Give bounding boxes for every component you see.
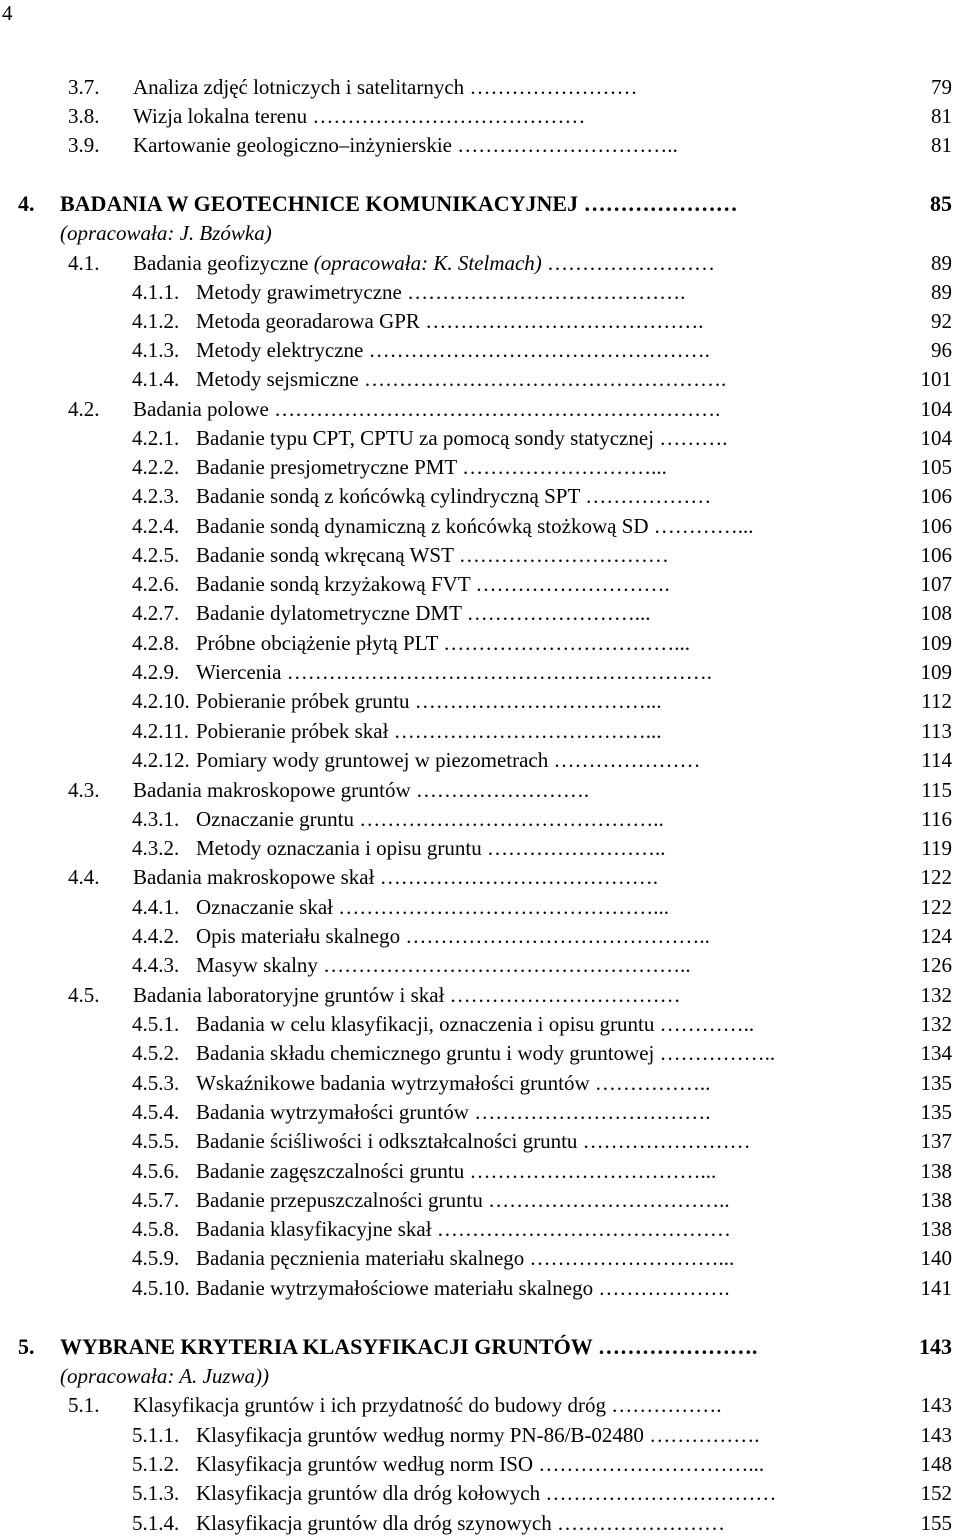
toc-page-number: 141 (920, 1276, 952, 1300)
toc-entry (0, 598, 960, 628)
toc-leader-dots: …………………………………….. (354, 807, 664, 831)
toc-entry (0, 950, 960, 980)
toc-title (196, 804, 664, 834)
toc-leader-dots: …………... (648, 514, 754, 538)
toc-page-number: 126 (920, 953, 952, 977)
toc-title-text: Metody grawimetryczne (196, 280, 402, 304)
toc-leader-dots: …………….. (589, 1071, 711, 1095)
toc-entry (0, 745, 960, 775)
toc-number: 4.2.6. (132, 572, 180, 596)
toc-title-text: Badania w celu klasyfikacji, oznaczenia i opisu gruntu (196, 1012, 655, 1036)
toc-number: 4.5.6. (132, 1159, 180, 1183)
toc-page-number: 79 (931, 75, 952, 99)
toc-title (196, 1185, 730, 1215)
toc-entry (0, 101, 960, 131)
toc-number: 3.7. (68, 75, 100, 99)
toc-page-number: 106 (920, 514, 952, 538)
toc-entry (0, 423, 960, 453)
toc-entry (0, 364, 960, 394)
toc-title-text: Wizja lokalna terenu (133, 104, 308, 128)
toc-title (196, 1243, 734, 1273)
toc-leader-dots: …………………………………………. (363, 338, 710, 362)
toc-title (196, 598, 651, 628)
toc-leader-dots: …………………… (541, 251, 716, 275)
toc-title (196, 1449, 764, 1479)
toc-title-text: Wskaźnikowe badania wytrzymałości gruntów (196, 1071, 590, 1095)
toc-title-text: Kartowanie geologiczno–inżynierskie (133, 133, 452, 157)
toc-page-number: 101 (920, 367, 952, 391)
toc-number: 4.2.10. (132, 689, 190, 713)
toc-title (196, 833, 666, 863)
toc-title-text: Badanie przepuszczalności gruntu (196, 1188, 483, 1212)
toc-page-number: 138 (920, 1188, 952, 1212)
toc-leader-dots: …………………….. (481, 836, 666, 860)
toc-title-text: Badanie sondą z końcówką cylindryczną SPT (196, 484, 580, 508)
toc-number: 4.2.5. (132, 543, 180, 567)
toc-title (196, 540, 669, 570)
toc-number: 4.1.4. (132, 367, 180, 391)
toc-number: 3.8. (68, 104, 100, 128)
toc-title-text: Próbne obciążenie płytą PLT (196, 631, 439, 655)
toc-page-number: 135 (920, 1071, 952, 1095)
toc-page-number: 143 (919, 1334, 952, 1359)
toc-leader-dots: ………………………………………………………. (268, 397, 721, 421)
toc-number: 4.2.12. (132, 748, 190, 772)
toc-number: 4.3. (68, 778, 100, 802)
toc-title-text: Metody oznaczania i opisu gruntu (196, 836, 482, 860)
author-text: (opracowała: J. Bzówka) (60, 221, 272, 245)
toc-number: 4.1.3. (132, 338, 180, 362)
toc-entry (0, 657, 960, 687)
toc-page-number: 134 (920, 1041, 952, 1065)
toc-title (133, 130, 678, 160)
toc-number: 4.5.9. (132, 1246, 180, 1270)
toc-title (133, 248, 715, 278)
toc-entry (0, 1449, 960, 1479)
toc-title-text: Badania wytrzymałości gruntów (196, 1100, 469, 1124)
toc-title (196, 306, 703, 336)
toc-title (196, 1097, 710, 1127)
toc-leader-dots: ……………………... (461, 601, 651, 625)
toc-entry (0, 804, 960, 834)
toc-leader-dots: …………………………………… (431, 1217, 731, 1241)
toc-title-text: Oznaczanie gruntu (196, 807, 355, 831)
toc-title (196, 745, 701, 775)
toc-leader-dots: ……………. (605, 1393, 722, 1417)
toc-leader-dots: …………………………... (533, 1452, 765, 1476)
toc-number: 5.1.2. (132, 1452, 180, 1476)
toc-title-text: Badanie sondą wkręcaną WST (196, 543, 454, 567)
toc-leader-dots: ……………………………... (464, 1159, 717, 1183)
author-text: (opracowała: A. Juzwa)) (60, 1364, 270, 1388)
toc-entry (0, 775, 960, 805)
toc-entry (0, 1420, 960, 1450)
toc-number: 4.2.8. (132, 631, 180, 655)
toc-title-text: Badanie typu CPT, CPTU za pomocą sondy statycznej (196, 426, 655, 450)
toc-title-text: Analiza zdjęć lotniczych i satelitarnych (133, 75, 465, 99)
toc-leader-dots: ……………… (579, 484, 712, 508)
toc-title-text: Metody elektryczne (196, 338, 364, 362)
toc-entry (0, 833, 960, 863)
toc-title (60, 189, 738, 219)
toc-title (196, 423, 728, 453)
toc-title (196, 569, 670, 599)
toc-entry (0, 921, 960, 951)
toc-title (196, 950, 691, 980)
toc-title-text: Oznaczanie skał (196, 895, 334, 919)
toc-title (196, 686, 661, 716)
toc-page-number: 132 (920, 983, 952, 1007)
toc-title (133, 775, 589, 805)
toc-chapter-entry (0, 1332, 960, 1362)
toc-title (133, 101, 585, 131)
toc-title-text: Masyw skalny (196, 953, 318, 977)
toc-entry (0, 1068, 960, 1098)
toc-number: 4.2.7. (132, 601, 180, 625)
toc-page-number: 108 (920, 601, 952, 625)
toc-title (133, 980, 681, 1010)
toc-page-number: 109 (920, 660, 952, 684)
toc-number: 5. (18, 1334, 35, 1359)
toc-entry (0, 130, 960, 160)
toc-title-text: Klasyfikacja gruntów dla dróg kołowych (196, 1481, 541, 1505)
toc-page-number: 109 (920, 631, 952, 655)
toc-page-number: 113 (921, 719, 952, 743)
toc-page-number: 124 (920, 924, 952, 948)
toc-page-number: 119 (921, 836, 952, 860)
toc-page-number: 135 (920, 1100, 952, 1124)
toc-number: 4.3.1. (132, 807, 180, 831)
toc-title (196, 1508, 725, 1538)
toc-title-text: Klasyfikacja gruntów według norm ISO (196, 1452, 534, 1476)
toc-entry (0, 1273, 960, 1303)
toc-leader-dots: …………………………………. (419, 309, 704, 333)
toc-entry (0, 1243, 960, 1273)
toc-leader-dots: ……………………………………………………. (281, 660, 712, 684)
toc-entry (0, 1126, 960, 1156)
toc-title-text: Opis materiału skalnego (196, 924, 401, 948)
toc-title-text: Badanie ściśliwości i odkształcalności gruntu (196, 1129, 578, 1153)
toc-title-text: Badania makroskopowe gruntów (133, 778, 411, 802)
toc-leader-dots: ……………………………... (409, 689, 662, 713)
toc-number: 4.1. (68, 251, 100, 275)
toc-page-number: 89 (931, 280, 952, 304)
toc-number: 4.5.4. (132, 1100, 180, 1124)
toc-leader-dots: …………………………… (444, 983, 681, 1007)
toc-entry (0, 1214, 960, 1244)
toc-number: 4. (18, 191, 35, 216)
toc-page-number: 140 (920, 1246, 952, 1270)
toc-entry (0, 277, 960, 307)
toc-entry (0, 569, 960, 599)
toc-title (196, 628, 690, 658)
toc-number: 4.4.1. (132, 895, 180, 919)
toc-number: 5.1. (68, 1393, 100, 1417)
toc-number: 4.4.3. (132, 953, 180, 977)
toc-number: 3.9. (68, 133, 100, 157)
toc-page-number: 122 (920, 895, 952, 919)
toc-page-number: 106 (920, 484, 952, 508)
toc-entry (0, 248, 960, 278)
toc-entry (0, 716, 960, 746)
toc-title-text: Badanie wytrzymałościowe materiału skalnego (196, 1276, 594, 1300)
toc-entry (0, 481, 960, 511)
toc-title-text: Pomiary wody gruntowej w piezometrach (196, 748, 549, 772)
toc-leader-dots: ………………… (578, 191, 738, 216)
toc-page-number: 92 (931, 309, 952, 333)
toc-entry (0, 72, 960, 102)
toc-page-number: 114 (921, 748, 952, 772)
toc-title (196, 1038, 775, 1068)
toc-leader-dots: …………………………….. (482, 1188, 730, 1212)
toc-page-number: 155 (920, 1511, 952, 1535)
toc-leader-dots: ………………………... (524, 1246, 735, 1270)
toc-number: 4.1.1. (132, 280, 180, 304)
toc-page-number: 143 (920, 1393, 952, 1417)
toc-title-text: Badania składu chemicznego gruntu i wody gruntowej (196, 1041, 655, 1065)
toc-title (196, 921, 710, 951)
page-number: 4 (2, 1, 13, 25)
toc-title (133, 1390, 721, 1420)
toc-leader-dots: ……………………………. (468, 1100, 711, 1124)
toc-title-text: Badanie presjometryczne PMT (196, 455, 457, 479)
toc-title (133, 72, 637, 102)
toc-title (196, 657, 712, 687)
toc-number: 4.3.2. (132, 836, 180, 860)
toc-page-number: 81 (931, 104, 952, 128)
toc-title-text: Klasyfikacja gruntów i ich przydatność do budowy dróg (133, 1393, 606, 1417)
toc-title (196, 511, 754, 541)
toc-title-text: Badania pęcznienia materiału skalnego (196, 1246, 525, 1270)
toc-title-text: Badanie sondą krzyżakową FVT (196, 572, 471, 596)
toc-number: 4.2.3. (132, 484, 180, 508)
toc-number: 4.5. (68, 983, 100, 1007)
toc-page-number: 137 (920, 1129, 952, 1153)
toc-title-text: Badania klasyfikacyjne skał (196, 1217, 432, 1241)
toc-title-text: Klasyfikacja gruntów dla dróg szynowych (196, 1511, 552, 1535)
toc-page-number: 138 (920, 1217, 952, 1241)
toc-entry (0, 892, 960, 922)
toc-page-number: 148 (920, 1452, 952, 1476)
toc-page-number: 143 (920, 1423, 952, 1447)
toc-title-text: BADANIA W GEOTECHNICE KOMUNIKACYJNEJ (60, 191, 579, 216)
toc-entry (0, 394, 960, 424)
toc-leader-dots: …………………………………….. (400, 924, 710, 948)
toc-leader-dots: ………………………… (453, 543, 669, 567)
toc-title-text: WYBRANE KRYTERIA KLASYFIKACJI GRUNTÓW (60, 1334, 593, 1359)
toc-entry (0, 980, 960, 1010)
toc-title-text: Badanie zagęszczalności gruntu (196, 1159, 465, 1183)
toc-number: 4.4.2. (132, 924, 180, 948)
toc-title (196, 892, 669, 922)
toc-title (133, 862, 658, 892)
toc-leader-dots: …………………… (464, 75, 638, 99)
toc-title (196, 1478, 776, 1508)
toc-page-number: 106 (920, 543, 952, 567)
toc-leader-dots: ……………………………………………. (358, 367, 727, 391)
toc-leader-dots: …………………… (551, 1511, 725, 1535)
toc-number: 4.2.1. (132, 426, 180, 450)
toc-title (196, 1420, 759, 1450)
toc-entry (0, 1185, 960, 1215)
toc-page-number: 152 (920, 1481, 952, 1505)
toc-title (196, 364, 726, 394)
toc-entry (0, 335, 960, 365)
toc-entry (0, 540, 960, 570)
toc-title-text: Pobieranie próbek gruntu (196, 689, 410, 713)
toc-leader-dots: ………….. (654, 1012, 755, 1036)
toc-number: 4.5.3. (132, 1071, 180, 1095)
toc-leader-dots: …………………………… (540, 1481, 777, 1505)
toc-leader-dots: ………………………………… (307, 104, 586, 128)
toc-title (196, 1156, 716, 1186)
toc-leader-dots: ……………………. (410, 778, 590, 802)
toc-page-number: 81 (931, 133, 952, 157)
toc-leader-dots: ………………… (548, 748, 701, 772)
toc-title-text: Badania makroskopowe skał (133, 865, 375, 889)
toc-page-number: 138 (920, 1159, 952, 1183)
toc-number: 4.5.8. (132, 1217, 180, 1241)
toc-page-number: 105 (920, 455, 952, 479)
toc-title-text: Metody sejsmiczne (196, 367, 359, 391)
toc-number: 4.5.5. (132, 1129, 180, 1153)
toc-page-number: 115 (921, 778, 952, 802)
toc-leader-dots: …………………. (592, 1334, 758, 1359)
toc-title-text: Metoda georadarowa GPR (196, 309, 420, 333)
toc-page-number: 104 (920, 397, 952, 421)
toc-entry (0, 1478, 960, 1508)
toc-entry (0, 1508, 960, 1538)
toc-leader-dots: …………………… (577, 1129, 751, 1153)
toc-title (196, 716, 661, 746)
toc-entry (0, 628, 960, 658)
toc-chapter-entry (0, 189, 960, 219)
toc-leader-dots: …………….. (654, 1041, 776, 1065)
toc-title-text: Badanie sondą dynamiczną z końcówką stożkową SD (196, 514, 649, 538)
toc-entry (0, 306, 960, 336)
toc-title-text: Pobieranie próbek skał (196, 719, 389, 743)
toc-title-text: Badania laboratoryjne gruntów i skał (133, 983, 445, 1007)
toc-page-number: 122 (920, 865, 952, 889)
toc-entry (0, 686, 960, 716)
toc-entry (0, 862, 960, 892)
toc-page-number: 116 (921, 807, 952, 831)
toc-leader-dots: ……………. (643, 1423, 760, 1447)
toc-number: 4.5.2. (132, 1041, 180, 1065)
toc-title-text: Badania geofizyczne (133, 251, 309, 275)
toc-number: 5.1.4. (132, 1511, 180, 1535)
toc-title (196, 1273, 730, 1303)
toc-page-number: 132 (920, 1012, 952, 1036)
toc-leader-dots: ………………………….. (451, 133, 678, 157)
toc-number: 4.5.1. (132, 1012, 180, 1036)
toc-title-text: Badania polowe (133, 397, 269, 421)
toc-entry (0, 1156, 960, 1186)
toc-entry (0, 1390, 960, 1420)
toc-leader-dots: ………………………... (456, 455, 667, 479)
toc-number: 4.4. (68, 865, 100, 889)
toc-entry (0, 1038, 960, 1068)
toc-entry (0, 1097, 960, 1127)
toc-number: 4.5.10. (132, 1276, 190, 1300)
toc-number: 4.2.2. (132, 455, 180, 479)
toc-leader-dots: ………………………………... (388, 719, 662, 743)
toc-number: 4.1.2. (132, 309, 180, 333)
toc-title-text: Wiercenia (196, 660, 282, 684)
author-credit (0, 218, 960, 248)
toc-title (196, 1009, 754, 1039)
toc-number: 4.2.11. (132, 719, 189, 743)
toc-title-author: (opracowała: K. Stelmach) (308, 251, 542, 275)
toc-page-number: 112 (921, 689, 952, 713)
toc-title (196, 1126, 751, 1156)
toc-leader-dots: ………. (654, 426, 728, 450)
toc-entry (0, 511, 960, 541)
toc-page-number: 89 (931, 251, 952, 275)
toc-page-number: 107 (920, 572, 952, 596)
toc-title-text: Klasyfikacja gruntów według normy PN-86/B-02480 (196, 1423, 644, 1447)
toc-leader-dots: ………………………………………... (333, 895, 670, 919)
toc-title (196, 481, 711, 511)
toc-title (196, 277, 685, 307)
toc-number: 4.2.9. (132, 660, 180, 684)
author-credit (0, 1361, 960, 1391)
toc-leader-dots: …………………………………. (374, 865, 658, 889)
toc-number: 4.5.7. (132, 1188, 180, 1212)
toc-number: 4.2. (68, 397, 100, 421)
toc-leader-dots: ………………. (593, 1276, 730, 1300)
toc-entry (0, 452, 960, 482)
toc-title (60, 1332, 757, 1362)
toc-title (196, 452, 667, 482)
toc-number: 5.1.3. (132, 1481, 180, 1505)
toc-leader-dots: …………………………………………….. (317, 953, 691, 977)
toc-entry (0, 1009, 960, 1039)
toc-title (196, 335, 710, 365)
toc-title (196, 1214, 731, 1244)
toc-page-number: 104 (920, 426, 952, 450)
toc-leader-dots: …………………………………. (401, 280, 686, 304)
toc-number: 4.2.4. (132, 514, 180, 538)
toc-page-number: 96 (931, 338, 952, 362)
toc-page-number: 85 (930, 191, 952, 216)
toc-title (133, 394, 720, 424)
toc-leader-dots: ………………………. (470, 572, 670, 596)
toc-leader-dots: ……………………………... (438, 631, 691, 655)
toc-title (196, 1068, 710, 1098)
toc-title-text: Badanie dylatometryczne DMT (196, 601, 462, 625)
toc-number: 5.1.1. (132, 1423, 180, 1447)
